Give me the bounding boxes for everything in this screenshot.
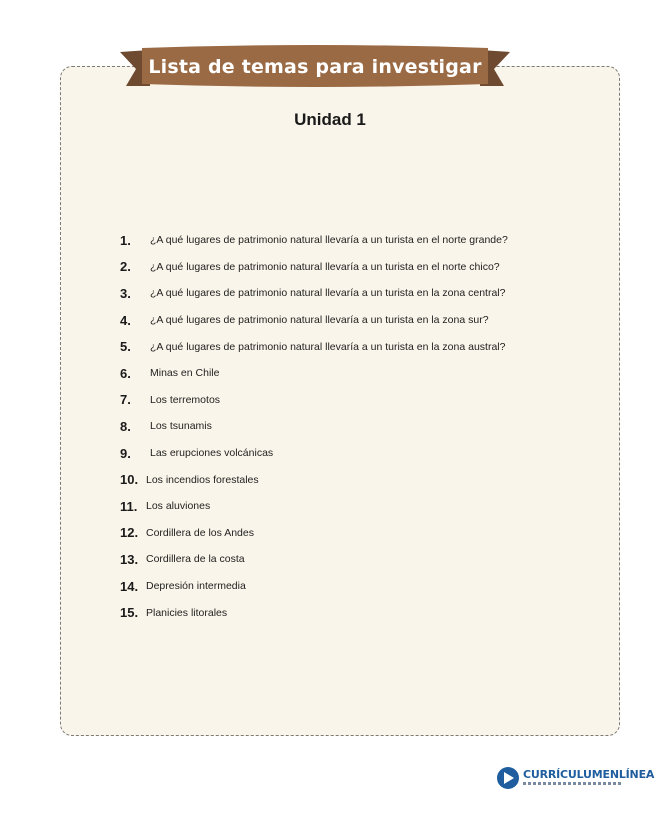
brand-logo — [496, 765, 655, 795]
item-text: ¿A qué lugares de patrimonio natural llevaría a un turista en el norte grande? — [150, 234, 508, 247]
unit-title: Unidad 1 — [294, 110, 366, 129]
item-number: 2. — [120, 259, 131, 275]
item-number: 15. — [120, 605, 139, 621]
item-number: 7. — [120, 392, 131, 408]
brand-tagline — [523, 782, 621, 785]
item-number: 3. — [120, 285, 131, 301]
item-text: Los incendios forestales — [146, 473, 259, 486]
item-text: Cordillera de la costa — [146, 553, 245, 566]
topic-list — [120, 227, 600, 626]
item-number: 12. — [120, 525, 139, 541]
item-number: 14. — [120, 578, 139, 594]
item-text: ¿A qué lugares de patrimonio natural llevaría a un turista en la zona sur? — [150, 314, 489, 327]
list-item — [120, 333, 600, 360]
brand-name: CURRÍCULUMENLÍNEA — [523, 768, 655, 781]
item-number: 8. — [120, 418, 131, 434]
list-item — [120, 466, 600, 493]
item-text: Depresión intermedia — [146, 580, 246, 593]
list-item — [120, 599, 600, 626]
item-number: 10. — [120, 472, 139, 488]
list-item — [120, 227, 600, 254]
list-item — [120, 440, 600, 467]
item-text: Los terremotos — [150, 393, 221, 406]
banner-title: Lista de temas para investigar — [148, 56, 482, 78]
item-number: 9. — [120, 445, 131, 461]
item-text: Cordillera de los Andes — [146, 526, 254, 539]
item-text: Minas en Chile — [150, 367, 220, 380]
item-text: ¿A qué lugares de patrimonio natural llevaría a un turista en la zona central? — [150, 287, 506, 300]
list-item — [120, 307, 600, 334]
play-arrow-icon — [496, 766, 520, 790]
list-item — [120, 413, 600, 440]
item-number: 1. — [120, 232, 131, 248]
item-text: ¿A qué lugares de patrimonio natural llevaría a un turista en la zona austral? — [150, 340, 506, 353]
list-item — [120, 280, 600, 307]
item-text: Las erupciones volcánicas — [150, 447, 274, 460]
list-item — [120, 387, 600, 414]
item-number: 11. — [120, 498, 138, 514]
item-number: 13. — [120, 551, 139, 567]
item-text: Los tsunamis — [150, 420, 212, 433]
item-text: Los aluviones — [146, 500, 211, 513]
list-item — [120, 546, 600, 573]
list-item — [120, 520, 600, 547]
title-banner — [120, 42, 510, 92]
item-number: 5. — [120, 339, 131, 355]
list-item — [120, 573, 600, 600]
item-number: 4. — [120, 312, 131, 328]
item-text: Planicies litorales — [146, 606, 228, 619]
list-item — [120, 493, 600, 520]
list-item — [120, 254, 600, 281]
list-item — [120, 360, 600, 387]
item-text: ¿A qué lugares de patrimonio natural llevaría a un turista en el norte chico? — [150, 260, 500, 273]
item-number: 6. — [120, 365, 131, 381]
